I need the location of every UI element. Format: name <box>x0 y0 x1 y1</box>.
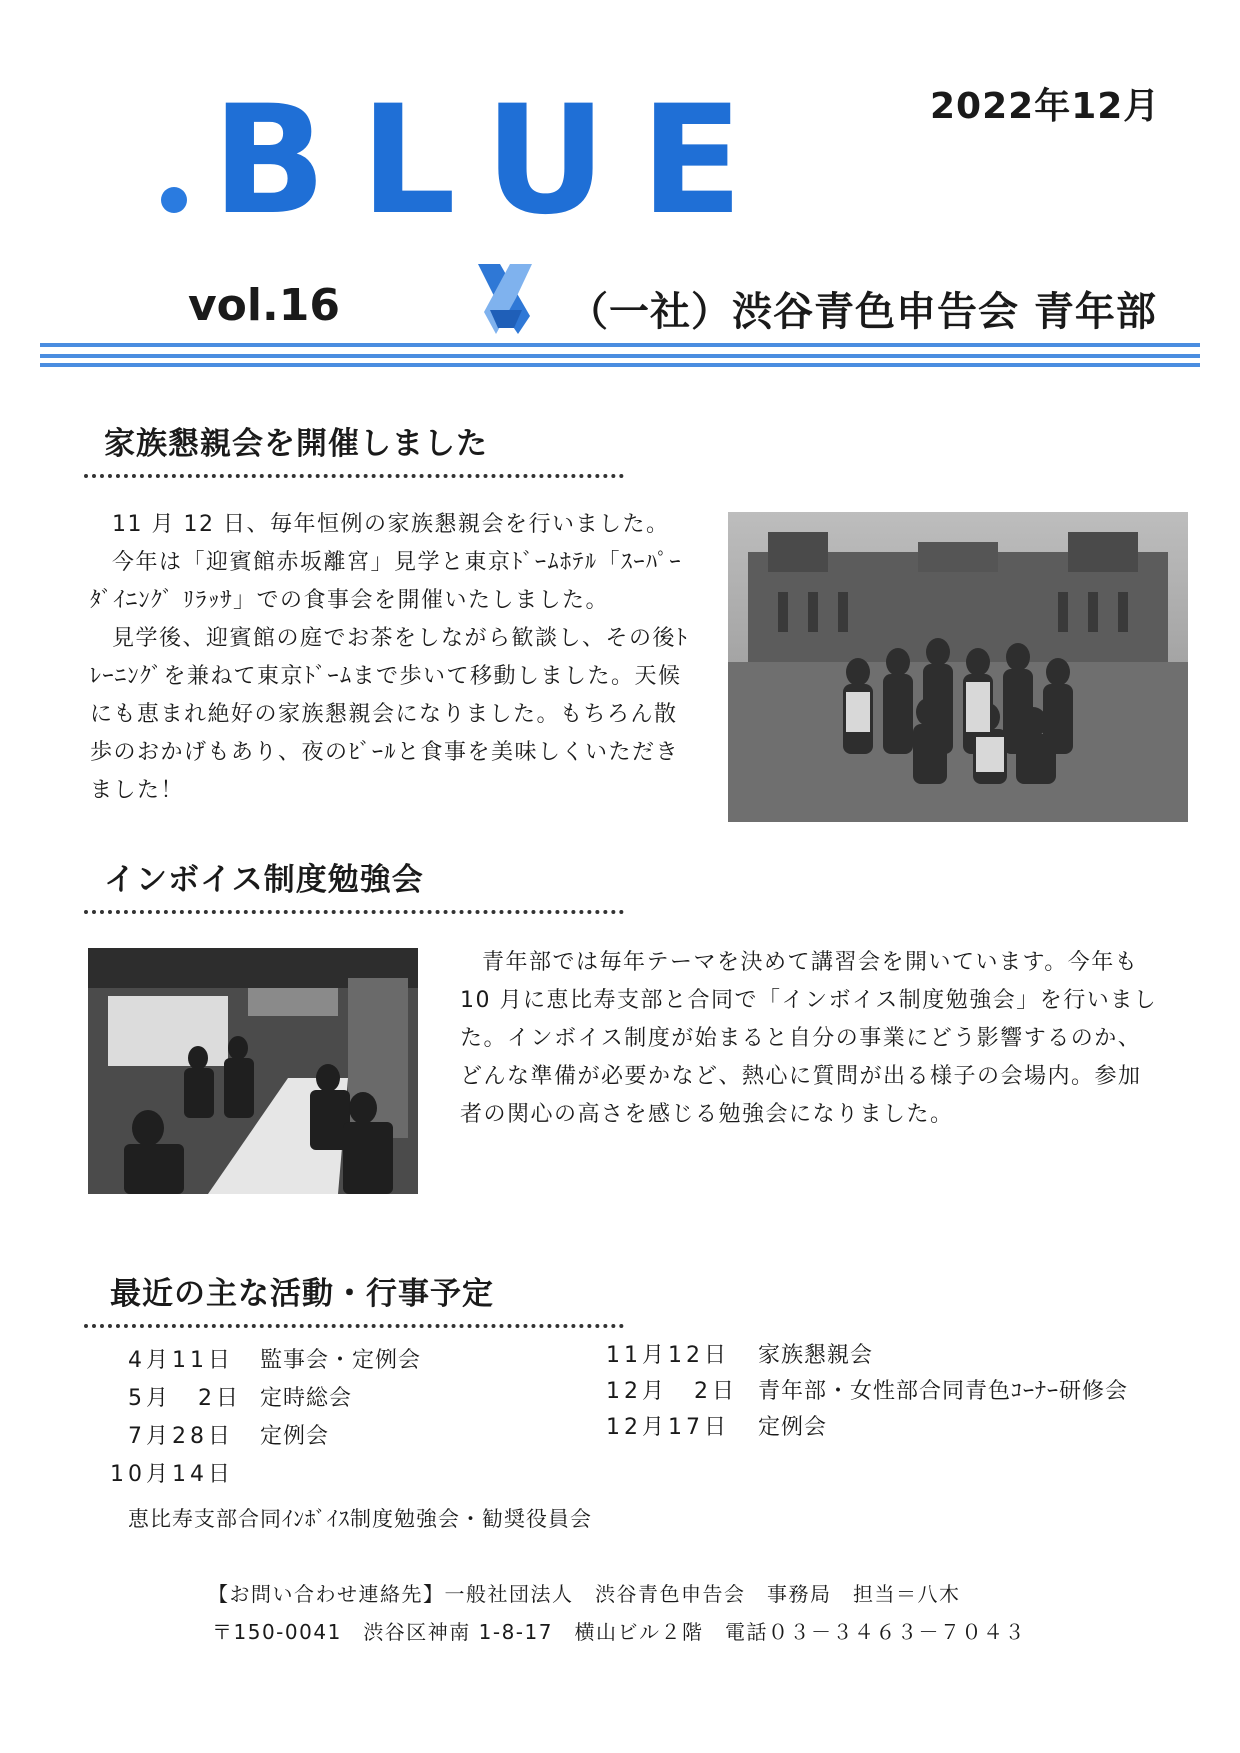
schedule-right <box>606 1338 1128 1446</box>
family-party-text <box>90 506 690 810</box>
header-rule-bottom <box>40 363 1200 367</box>
volume-number: vol.16 <box>188 280 340 331</box>
paragraph: 青年部では毎年テーマを決めて講習会を開いています。今年も 10 月に恵比寿支部と合同で「インボイス制度勉強会」を行いました。インボイス制度が始まると自分の事業にどう影響するのか、どんな準備が必要かなど、熱心に質問が出る様子の会場内。参加者の関心の高さを感じる勉強会になりました。 <box>460 950 1158 1127</box>
family-party-photo <box>728 512 1188 822</box>
event-date: 12月17日 <box>606 1415 730 1440</box>
event-name: 定例会 <box>260 1424 330 1449</box>
event-note: 恵比寿支部合同ｲﾝﾎﾞｲｽ制度勉強会・勧奨役員会 <box>128 1507 592 1531</box>
association-emblem-icon <box>470 258 540 338</box>
schedule-item <box>128 1380 592 1418</box>
paragraph: 11 月 12 日、毎年恒例の家族懇親会を行いました。 <box>112 512 670 537</box>
blue-logo <box>160 62 830 232</box>
header-rule-top <box>40 343 1200 347</box>
issue-date: 2022年12月 <box>930 86 1161 127</box>
address-line: 〒150-0041 渋谷区神南 1-8-17 横山ビル２階 電話０３－３４６３－７０４３ <box>212 1620 1026 1644</box>
logo-dot-icon <box>161 187 187 213</box>
event-name: 青年部・女性部合同青色ｺｰﾅｰ研修会 <box>758 1379 1129 1404</box>
event-date: 12月 2日 <box>606 1379 738 1404</box>
schedule-item <box>606 1410 1128 1446</box>
event-name: 定例会 <box>758 1415 828 1440</box>
schedule-item <box>606 1338 1128 1374</box>
schedule-item <box>606 1374 1128 1410</box>
section-divider <box>84 1324 624 1328</box>
event-name: 家族懇親会 <box>758 1343 874 1368</box>
schedule-item <box>128 1418 592 1456</box>
event-date: 7月28日 <box>128 1424 234 1449</box>
organization-name: （一社）渋谷青色申告会 青年部 <box>568 289 1157 335</box>
logo-text: BLUE <box>212 74 777 232</box>
event-date: 10月14日 <box>110 1462 234 1487</box>
section-heading-invoice-seminar: インボイス制度勉強会 <box>104 862 424 898</box>
schedule-item <box>128 1342 592 1380</box>
event-date: 4月11日 <box>128 1348 234 1373</box>
event-date: 5月 2日 <box>128 1386 242 1411</box>
seminar-photo <box>88 948 418 1194</box>
paragraph: 今年は「迎賓館赤坂離宮」見学と東京ﾄﾞｰﾑﾎﾃﾙ「ｽｰﾊﾟｰﾀﾞｲﾆﾝｸﾞ ﾘﾗｯｻ」での食事会を開催いたしました。 <box>90 550 683 613</box>
section-heading-family-party: 家族懇親会を開催しました <box>104 426 488 462</box>
schedule-item <box>110 1456 592 1494</box>
section-divider <box>84 910 624 914</box>
contact-line: 【お問い合わせ連絡先】一般社団法人 渋谷青色申告会 事務局 担当＝八木 <box>208 1582 961 1606</box>
section-heading-schedule: 最近の主な活動・行事予定 <box>110 1276 494 1312</box>
event-name: 定時総会 <box>260 1386 353 1411</box>
header-rule-middle <box>40 354 1200 358</box>
schedule-left <box>110 1342 592 1538</box>
invoice-seminar-text <box>460 944 1160 1134</box>
event-name: 監事会・定例会 <box>260 1348 422 1373</box>
paragraph: 見学後、迎賓館の庭でお茶をしながら歓談し、その後ﾄﾚｰﾆﾝｸﾞを兼ねて東京ﾄﾞｰﾑまで歩いて移動しました。天候にも恵まれ絶好の家族懇親会になりました。もちろん散歩のおかげもあり、夜のﾋﾞｰﾙと食事を美味しくいただきました！ <box>90 626 689 803</box>
event-date: 11月12日 <box>606 1343 730 1368</box>
section-divider <box>84 474 624 478</box>
